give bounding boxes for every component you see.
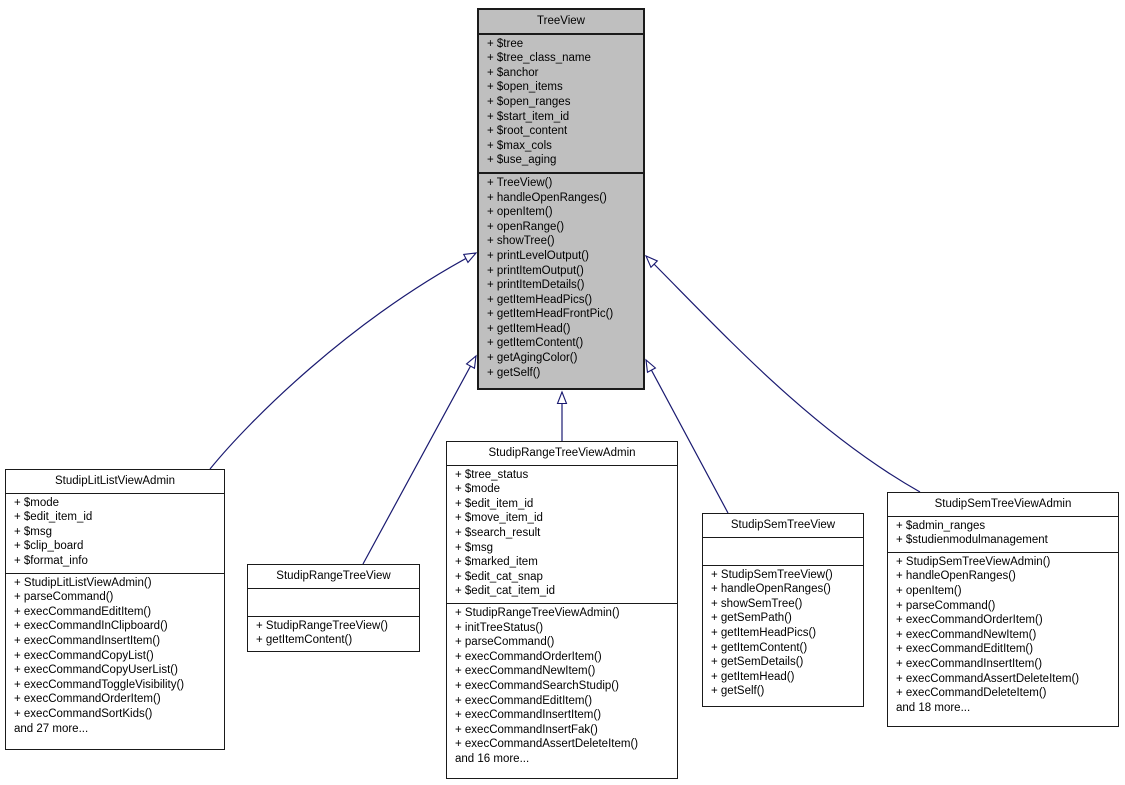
attributes-section: [6, 494, 224, 573]
member-row: + getSemPath(): [711, 612, 792, 625]
member-row: + printItemOutput(): [487, 264, 584, 277]
class-box-treeview[interactable]: [477, 8, 645, 390]
member-row: + getItemHead(): [487, 322, 571, 335]
member-row: + execCommandNewItem(): [896, 628, 1037, 641]
member-row: + $tree: [487, 37, 524, 50]
member-row: + getItemHeadFrontPic(): [487, 308, 614, 321]
member-row: + $clip_board: [14, 540, 84, 553]
member-row: + $open_items: [487, 81, 563, 94]
member-row: + parseCommand(): [896, 599, 996, 612]
member-row: + execCommandSearchStudip(): [455, 679, 619, 692]
class-box-studiprangetreeviewadmin[interactable]: [446, 441, 678, 779]
member-row: + getItemHeadPics(): [711, 626, 817, 639]
methods-section: [447, 603, 677, 778]
member-row: + execCommandAssertDeleteItem(): [896, 672, 1080, 685]
member-row: + StudipLitListViewAdmin(): [14, 576, 152, 589]
member-row: + $root_content: [487, 125, 568, 138]
attributes-section: [248, 589, 419, 616]
member-row: and 18 more...: [896, 701, 971, 714]
member-row: + $anchor: [487, 66, 539, 79]
member-row: + $start_item_id: [487, 110, 570, 123]
member-row: + StudipRangeTreeView(): [256, 619, 389, 632]
member-row: + $admin_ranges: [896, 519, 986, 532]
class-title: StudipRangeTreeView: [248, 565, 419, 589]
member-row: + getItemHead(): [711, 670, 795, 683]
member-row: + execCommandEditItem(): [896, 643, 1034, 656]
member-row: + execCommandOrderItem(): [896, 614, 1043, 627]
member-row: + execCommandEditItem(): [14, 605, 152, 618]
methods-section: [6, 573, 224, 749]
member-row: + $format_info: [14, 554, 88, 567]
member-row: + printLevelOutput(): [487, 249, 589, 262]
member-row: + getItemContent(): [256, 634, 353, 647]
member-row: + $edit_cat_snap: [455, 570, 543, 583]
member-row: + execCommandCopyList(): [14, 649, 154, 662]
methods-section: [888, 552, 1118, 726]
member-row: and 27 more...: [14, 722, 89, 735]
member-row: + StudipSemTreeView(): [711, 568, 833, 581]
class-title: TreeView: [479, 10, 643, 35]
class-title: StudipLitListViewAdmin: [6, 470, 224, 494]
member-row: + $studienmodulmanagement: [896, 534, 1048, 547]
member-row: + getItemContent(): [487, 337, 584, 350]
member-row: + $msg: [14, 525, 53, 538]
methods-section: [479, 172, 643, 388]
member-row: + $marked_item: [455, 556, 538, 569]
member-row: + execCommandInsertItem(): [14, 634, 161, 647]
member-row: + $edit_item_id: [14, 511, 93, 524]
member-row: + execCommandToggleVisibility(): [14, 678, 185, 691]
member-row: + showSemTree(): [711, 597, 803, 610]
member-row: + parseCommand(): [14, 591, 114, 604]
member-row: + printItemDetails(): [487, 279, 585, 292]
member-row: + $tree_class_name: [487, 52, 591, 65]
member-row: + getAgingColor(): [487, 352, 578, 365]
member-row: + execCommandOrderItem(): [455, 650, 602, 663]
class-box-studiprangetreeview[interactable]: [247, 564, 420, 652]
member-row: + execCommandInsertItem(): [896, 657, 1043, 670]
member-row: + $edit_item_id: [455, 497, 534, 510]
member-row: + StudipRangeTreeViewAdmin(): [455, 606, 620, 619]
member-row: + openItem(): [487, 206, 553, 219]
member-row: + $use_aging: [487, 154, 557, 167]
methods-section: [248, 616, 419, 652]
attributes-section: [703, 538, 863, 565]
class-title: StudipSemTreeViewAdmin: [888, 493, 1118, 517]
member-row: + execCommandSortKids(): [14, 707, 153, 720]
inheritance-edge-semadmin-treeview: [646, 256, 920, 492]
member-row: + $edit_cat_item_id: [455, 585, 556, 598]
member-row: + handleOpenRanges(): [487, 191, 607, 204]
member-row: + $mode: [14, 496, 60, 509]
member-row: + StudipSemTreeViewAdmin(): [896, 555, 1051, 568]
member-row: + $open_ranges: [487, 95, 571, 108]
member-row: + getItemHeadPics(): [487, 293, 593, 306]
member-row: and 16 more...: [455, 752, 530, 765]
member-row: + getItemContent(): [711, 641, 808, 654]
member-row: + execCommandInClipboard(): [14, 620, 168, 633]
class-box-studipsemtreeview[interactable]: [702, 513, 864, 707]
member-row: + handleOpenRanges(): [896, 570, 1016, 583]
member-row: + execCommandAssertDeleteItem(): [455, 738, 639, 751]
member-row: + execCommandInsertItem(): [455, 709, 602, 722]
class-title: StudipRangeTreeViewAdmin: [447, 442, 677, 466]
attributes-section: [479, 35, 643, 172]
member-row: + getSelf(): [711, 685, 765, 698]
member-row: + $mode: [455, 483, 501, 496]
member-row: + execCommandCopyUserList(): [14, 664, 178, 677]
member-row: + parseCommand(): [455, 636, 555, 649]
member-row: + $move_item_id: [455, 512, 543, 525]
attributes-section: [888, 517, 1118, 552]
methods-section: [703, 565, 863, 706]
member-row: + $max_cols: [487, 139, 552, 152]
class-title: StudipSemTreeView: [703, 514, 863, 538]
member-row: + openRange(): [487, 220, 565, 233]
attributes-section: [447, 466, 677, 603]
member-row: + $msg: [455, 541, 494, 554]
member-row: + TreeView(): [487, 176, 553, 189]
member-row: + initTreeStatus(): [455, 621, 544, 634]
member-row: + getSelf(): [487, 366, 541, 379]
member-row: + $tree_status: [455, 468, 529, 481]
member-row: + getSemDetails(): [711, 656, 804, 669]
member-row: + execCommandOrderItem(): [14, 693, 161, 706]
member-row: + execCommandNewItem(): [455, 665, 596, 678]
member-row: + handleOpenRanges(): [711, 583, 831, 596]
member-row: + execCommandEditItem(): [455, 694, 593, 707]
class-box-studipsemtreeviewadmin[interactable]: [887, 492, 1119, 727]
member-row: + $search_result: [455, 526, 541, 539]
member-row: + openItem(): [896, 584, 962, 597]
member-row: + execCommandDeleteItem(): [896, 687, 1047, 700]
inheritance-edge-litlist-treeview: [210, 253, 476, 469]
class-box-studiplitlistviewadmin[interactable]: [5, 469, 225, 750]
member-row: + showTree(): [487, 235, 555, 248]
member-row: + execCommandInsertFak(): [455, 723, 598, 736]
